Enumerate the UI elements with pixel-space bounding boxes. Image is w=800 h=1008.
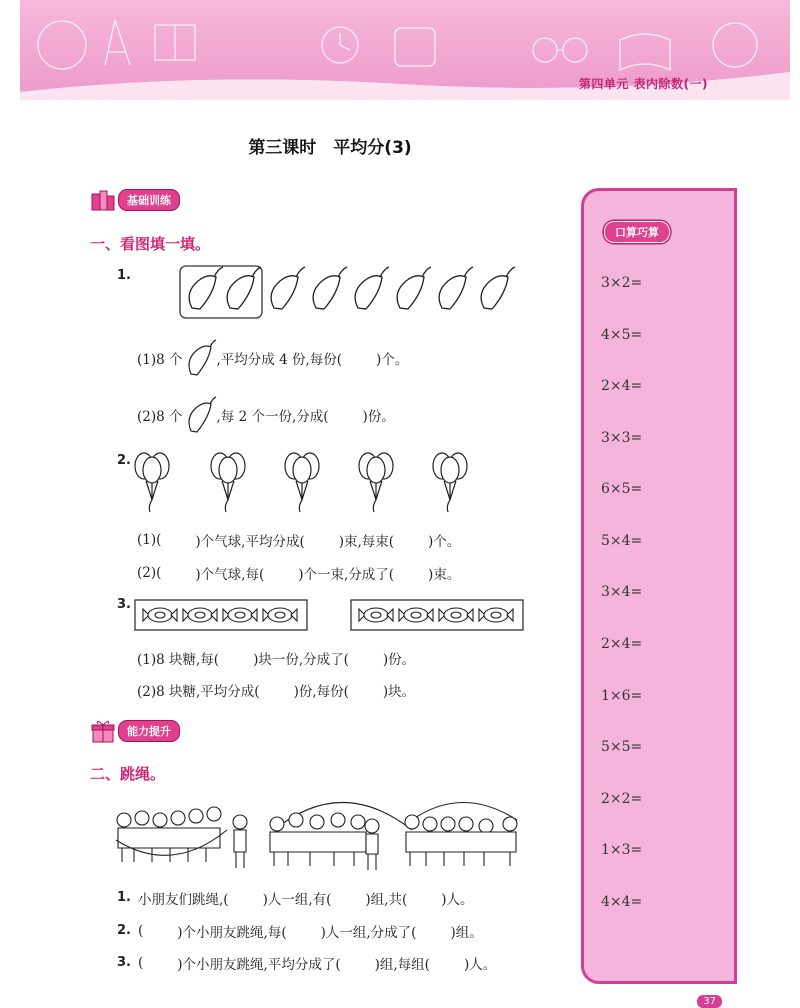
ability-badge (90, 718, 180, 744)
eggplant-icon (183, 395, 217, 435)
p2-q3-text-b: )个小朋友跳绳,平均分成了( (177, 957, 341, 973)
q2-line1-text-a: (1)( (137, 532, 162, 548)
calc-item[interactable]: 3×4= (601, 584, 643, 600)
basic-training-badge (90, 188, 180, 212)
q1-line2-text-a: (2)8 个 (137, 409, 183, 425)
p2-q3-number: 3. (117, 955, 131, 970)
q1-line1-text-b: ,平均分成 4 份,每份( (216, 352, 343, 368)
p2-q2-number: 2. (117, 923, 131, 938)
q1-line1 (137, 338, 408, 378)
eggplant-icon (355, 267, 389, 309)
q2-line1-text-b: )个气球,平均分成( (195, 534, 305, 550)
q2-number: 2. (117, 453, 131, 468)
gift-icon (90, 718, 116, 744)
part1-heading: 一、看图填一填。 (90, 235, 211, 253)
p2-q3-text-d: )人。 (463, 957, 497, 973)
mental-math-panel (581, 188, 737, 984)
eggplant-icon (227, 267, 261, 309)
calc-item[interactable]: 2×2= (601, 791, 643, 807)
p2-q1-number: 1. (117, 890, 131, 905)
q3-line2-text-a: (2)8 块糖,平均分成( (137, 684, 260, 700)
p2-q3-text-a: ( (138, 955, 144, 971)
candy-icon (399, 608, 433, 622)
q1-line1-text-c: )个。 (376, 352, 409, 368)
basic-training-label: 基础训练 (118, 189, 180, 211)
q3-number: 3. (117, 597, 131, 612)
p2-q1-text-d: )人。 (441, 892, 474, 908)
q3-line1-text-c: )份。 (382, 652, 416, 668)
p2-q1-line (138, 888, 474, 908)
candy-icon (439, 608, 473, 622)
unit-title: 第四单元 表内除数(一) (578, 77, 708, 91)
calc-item[interactable]: 3×2= (601, 275, 643, 291)
candy-icon (143, 608, 177, 622)
p2-q2-text-c: )人一组,分成了( (320, 925, 417, 941)
q2-line1-text-c: )束,每束( (338, 534, 395, 550)
eggplant-icon (313, 267, 347, 309)
p2-q2-line (138, 921, 483, 941)
balloon-bunch-icon (433, 453, 467, 512)
q3-line2 (137, 680, 415, 700)
balloon-bunch-icon (359, 453, 393, 512)
calc-item[interactable]: 2×4= (601, 378, 643, 394)
calc-item[interactable]: 5×4= (601, 533, 643, 549)
candy-icon (223, 608, 257, 622)
children-group-1 (116, 807, 247, 868)
calc-item[interactable]: 1×3= (601, 842, 643, 858)
q2-line2-text-b: )个气球,每( (195, 567, 265, 583)
calc-item[interactable]: 6×5= (601, 481, 643, 497)
q2-line2-text-d: )束。 (428, 567, 461, 583)
lesson-title: 第三课时 平均分(3) (248, 138, 412, 158)
q3-line2-text-b: )份,每份( (293, 684, 349, 700)
calc-item[interactable]: 3×3= (601, 430, 643, 446)
q1-line2-text-c: )份。 (362, 409, 395, 425)
calc-item[interactable]: 1×6= (601, 688, 643, 704)
candies-illustration (133, 598, 528, 634)
eggplant-icon (183, 338, 217, 378)
balloons-illustration (130, 448, 490, 514)
p2-q1-text-c: )组,共( (365, 892, 408, 908)
p2-q3-line (138, 953, 496, 973)
q3-line1-text-a: (1)8 块糖,每( (137, 652, 220, 668)
candy-icon (183, 608, 217, 622)
p2-q2-text-d: )组。 (450, 925, 483, 941)
calc-item[interactable]: 4×5= (601, 327, 643, 343)
part2-heading: 二、跳绳。 (90, 765, 166, 783)
q2-line2-text-c: )个一束,分成了( (298, 567, 395, 583)
children-group-3 (405, 803, 517, 867)
balloon-bunch-icon (211, 453, 245, 512)
eggplant-icon (271, 267, 305, 309)
p2-q2-text-b: )个小朋友跳绳,每( (177, 925, 287, 941)
candy-icon (479, 608, 513, 622)
eggplant-icon (439, 267, 473, 309)
p2-q2-text-a: ( (138, 923, 144, 939)
q1-line1-text-a: (1)8 个 (137, 352, 183, 368)
page-number: 37 (697, 995, 722, 1008)
books-icon (90, 188, 116, 212)
p2-q3-text-c: )组,每组( (374, 957, 430, 973)
q3-line2-text-c: )块。 (382, 684, 416, 700)
jump-rope-illustration (112, 790, 532, 875)
q2-line1 (137, 530, 460, 550)
mental-math-badge: 口算巧算 (604, 221, 670, 243)
q2-line2-text-a: (2)( (137, 565, 162, 581)
p2-q1-text-b: )人一组,有( (262, 892, 332, 908)
calc-item[interactable]: 2×4= (601, 636, 643, 652)
children-group-2 (270, 803, 412, 871)
calc-item[interactable]: 5×5= (601, 739, 643, 755)
candy-icon (359, 608, 393, 622)
balloon-bunch-icon (135, 453, 169, 512)
header-banner (0, 0, 800, 108)
q1-number: 1. (117, 268, 131, 283)
eggplant-icon (189, 267, 223, 309)
eggplant-icon (397, 267, 431, 309)
q3-line1 (137, 648, 415, 668)
q2-line1-text-d: )个。 (428, 534, 461, 550)
q1-line2 (137, 395, 395, 435)
ability-label: 能力提升 (118, 720, 180, 742)
q2-line2 (137, 563, 460, 583)
p2-q1-text-a: 小朋友们跳绳,( (138, 892, 229, 908)
candy-icon (263, 608, 297, 622)
q1-line2-text-b: ,每 2 个一份,分成( (216, 409, 329, 425)
eggplant-icon (481, 267, 515, 309)
q3-line1-text-b: )块一份,分成了( (253, 652, 349, 668)
calc-item[interactable]: 4×4= (601, 894, 643, 910)
balloon-bunch-icon (285, 453, 319, 512)
eggplants-illustration (178, 263, 518, 321)
